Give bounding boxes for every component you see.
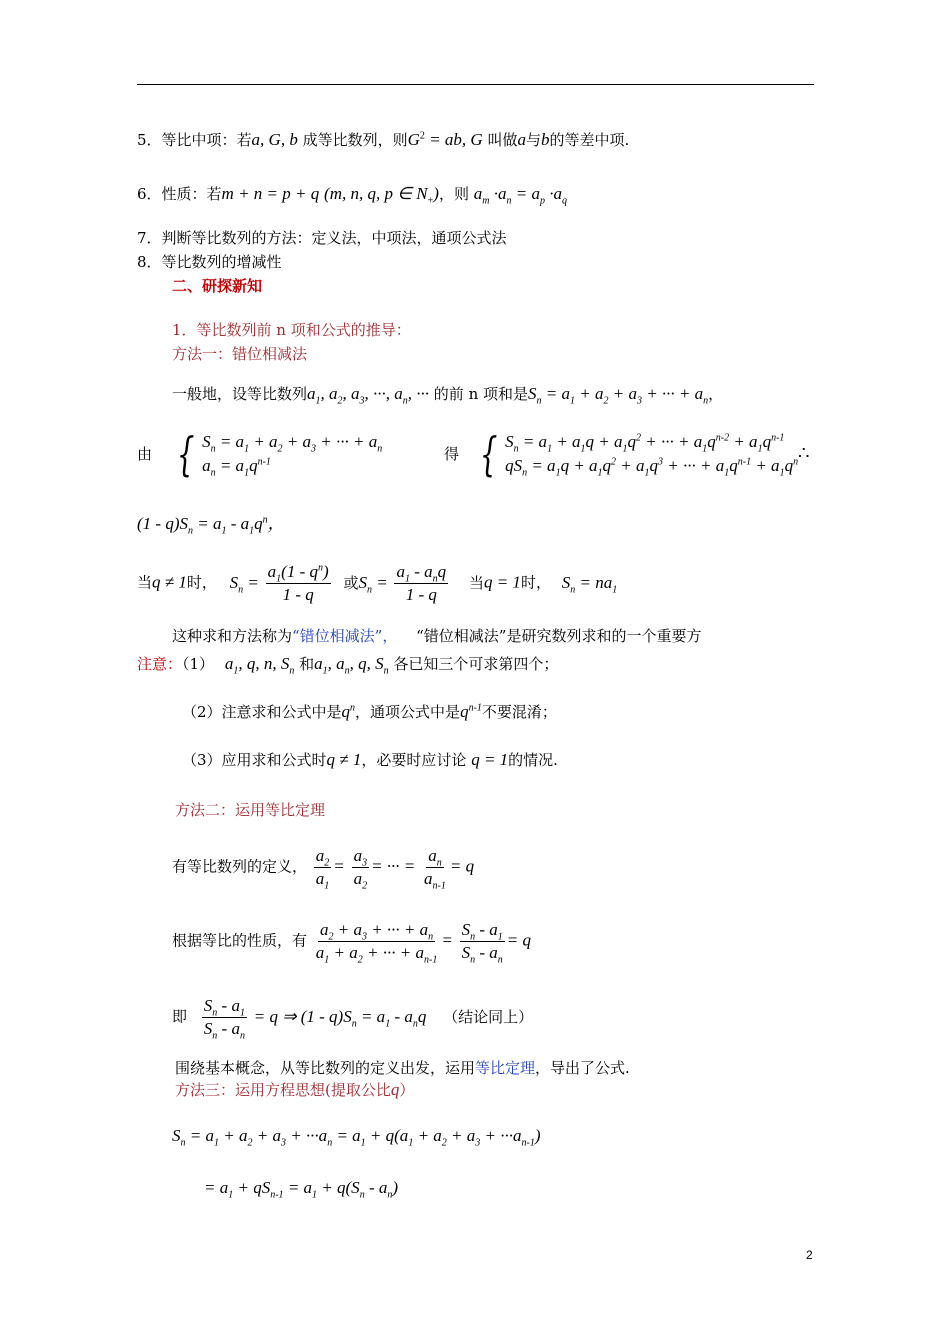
part1-heading: 1．等比数列前 n 项和公式的推导：	[172, 321, 411, 339]
item-6: 6．性质：若m + n = p + q (m, n, q, p ∈ $N_+$)，则 $a_m \cdot a_n = a_p \cdot a_q$	[137, 184, 567, 207]
sum-formula-line: 当q ≠ 1时， $S_n$ = $\frac{a_1(1 - q^n)}{1 - q}$ 或$S_n$ = $\frac{a_1 - a_nq}{1 - q}$ 当q = 1时， $S_n = na_1$	[137, 562, 618, 604]
method3-heading: 方法三：运用方程思想(提取公比q）	[175, 1080, 415, 1099]
section-heading: 二、研探新知	[172, 277, 263, 295]
item-8: 8．等比数列的增减性	[137, 253, 282, 271]
system-get: 得 { $S_n = a_1 + a_1q + a_1q^2$ + ··· + $a_1q^{n-2} + a_1q^{n-1}$ $qS_n = a_1q + a_1q^2 + a_1q^3$ + ··· + $a_1q^{n-1} + a_1q^n$	[444, 427, 799, 481]
general-statement: 一般地，设等比数列$a_1$, $a_2$, $a_3$, ···, $a_n$, ··· 的前 n 项和是$S_n = a_1 + a_2 + a_3$ + ··· + $a_n$，	[172, 384, 724, 407]
page-number: 2	[806, 1248, 813, 1262]
method2-heading: 方法二：运用等比定理	[175, 801, 326, 819]
item-7: 7．判断等比数列的方法：定义法，中项法，通项公式法	[137, 229, 507, 247]
therefore-symbol: ∴	[798, 443, 810, 464]
item-5: 5．等比中项：若a, G, b 成等比数列，则$G^2$ = ab, G 叫做a与b的等差中项.	[137, 130, 630, 149]
ratio-conclusion: 即 $\frac{S_n - a_1}{S_n - a_n}$ = q ⇒ $(1 - q)S_n = a_1 - a_nq$ （结论同上）	[172, 996, 534, 1042]
note-2: （2）注意求和公式中是$q^n$，通项公式中是$q^{n-1}$不要混淆；	[182, 702, 557, 721]
system-from: 由 { $S_n = a_1 + a_2 + a_3$ + ··· + $a_n$ $a_n = a_1q^{n-1}$	[137, 427, 383, 481]
note-3: （3）应用求和公式时q ≠ 1，必要时应讨论 q = 1的情况.	[182, 750, 558, 769]
ratio-definition: 有等比数列的定义， $\frac{a_2}{a_1}$ = $\frac{a_3}{a_2}$ = ··· = $\frac{a_n}{a_{n-1}}$ = q	[172, 846, 475, 892]
method-name-line: 这种求和方法称为“错位相减法”， “错位相减法”是研究数列求和的一个重要方	[172, 627, 702, 645]
header-rule	[137, 84, 814, 85]
method3-equation-1: $S_n = a_1 + a_2 + a_3 + \cdot\cdot\cdot a_n = a_1 + q(a_1 + a_2 + a_3 + \cdot\cdot\cdot a_{n-1})$	[172, 1126, 541, 1149]
note-1: 注意：（1） $a_1$, q, n, $S_n$ 和$a_1$, $a_n$, q, $S_n$ 各已知三个可求第四个；	[137, 654, 559, 677]
method1-heading: 方法一：错位相减法	[172, 345, 308, 363]
method3-equation-2: = $a_1 + qS_{n-1} = a_1 + q(S_n - a_n)$	[204, 1178, 399, 1201]
difference-equation: $(1 - q)S_n = a_1 - a_1q^n$，	[137, 514, 285, 537]
ratio-property: 根据等比的性质，有 $\frac{a_2 + a_3 + \cdot\cdot\cdot + a_n}{a_1 + a_2 + \cdot\cdot\cdot + a_{n-1}}$ = $\frac{S_n - a_1}{S_n - a_n}$ = q	[172, 920, 531, 966]
method2-summary: 围绕基本概念，从等比数列的定义出发，运用等比定理，导出了公式.	[175, 1059, 630, 1077]
